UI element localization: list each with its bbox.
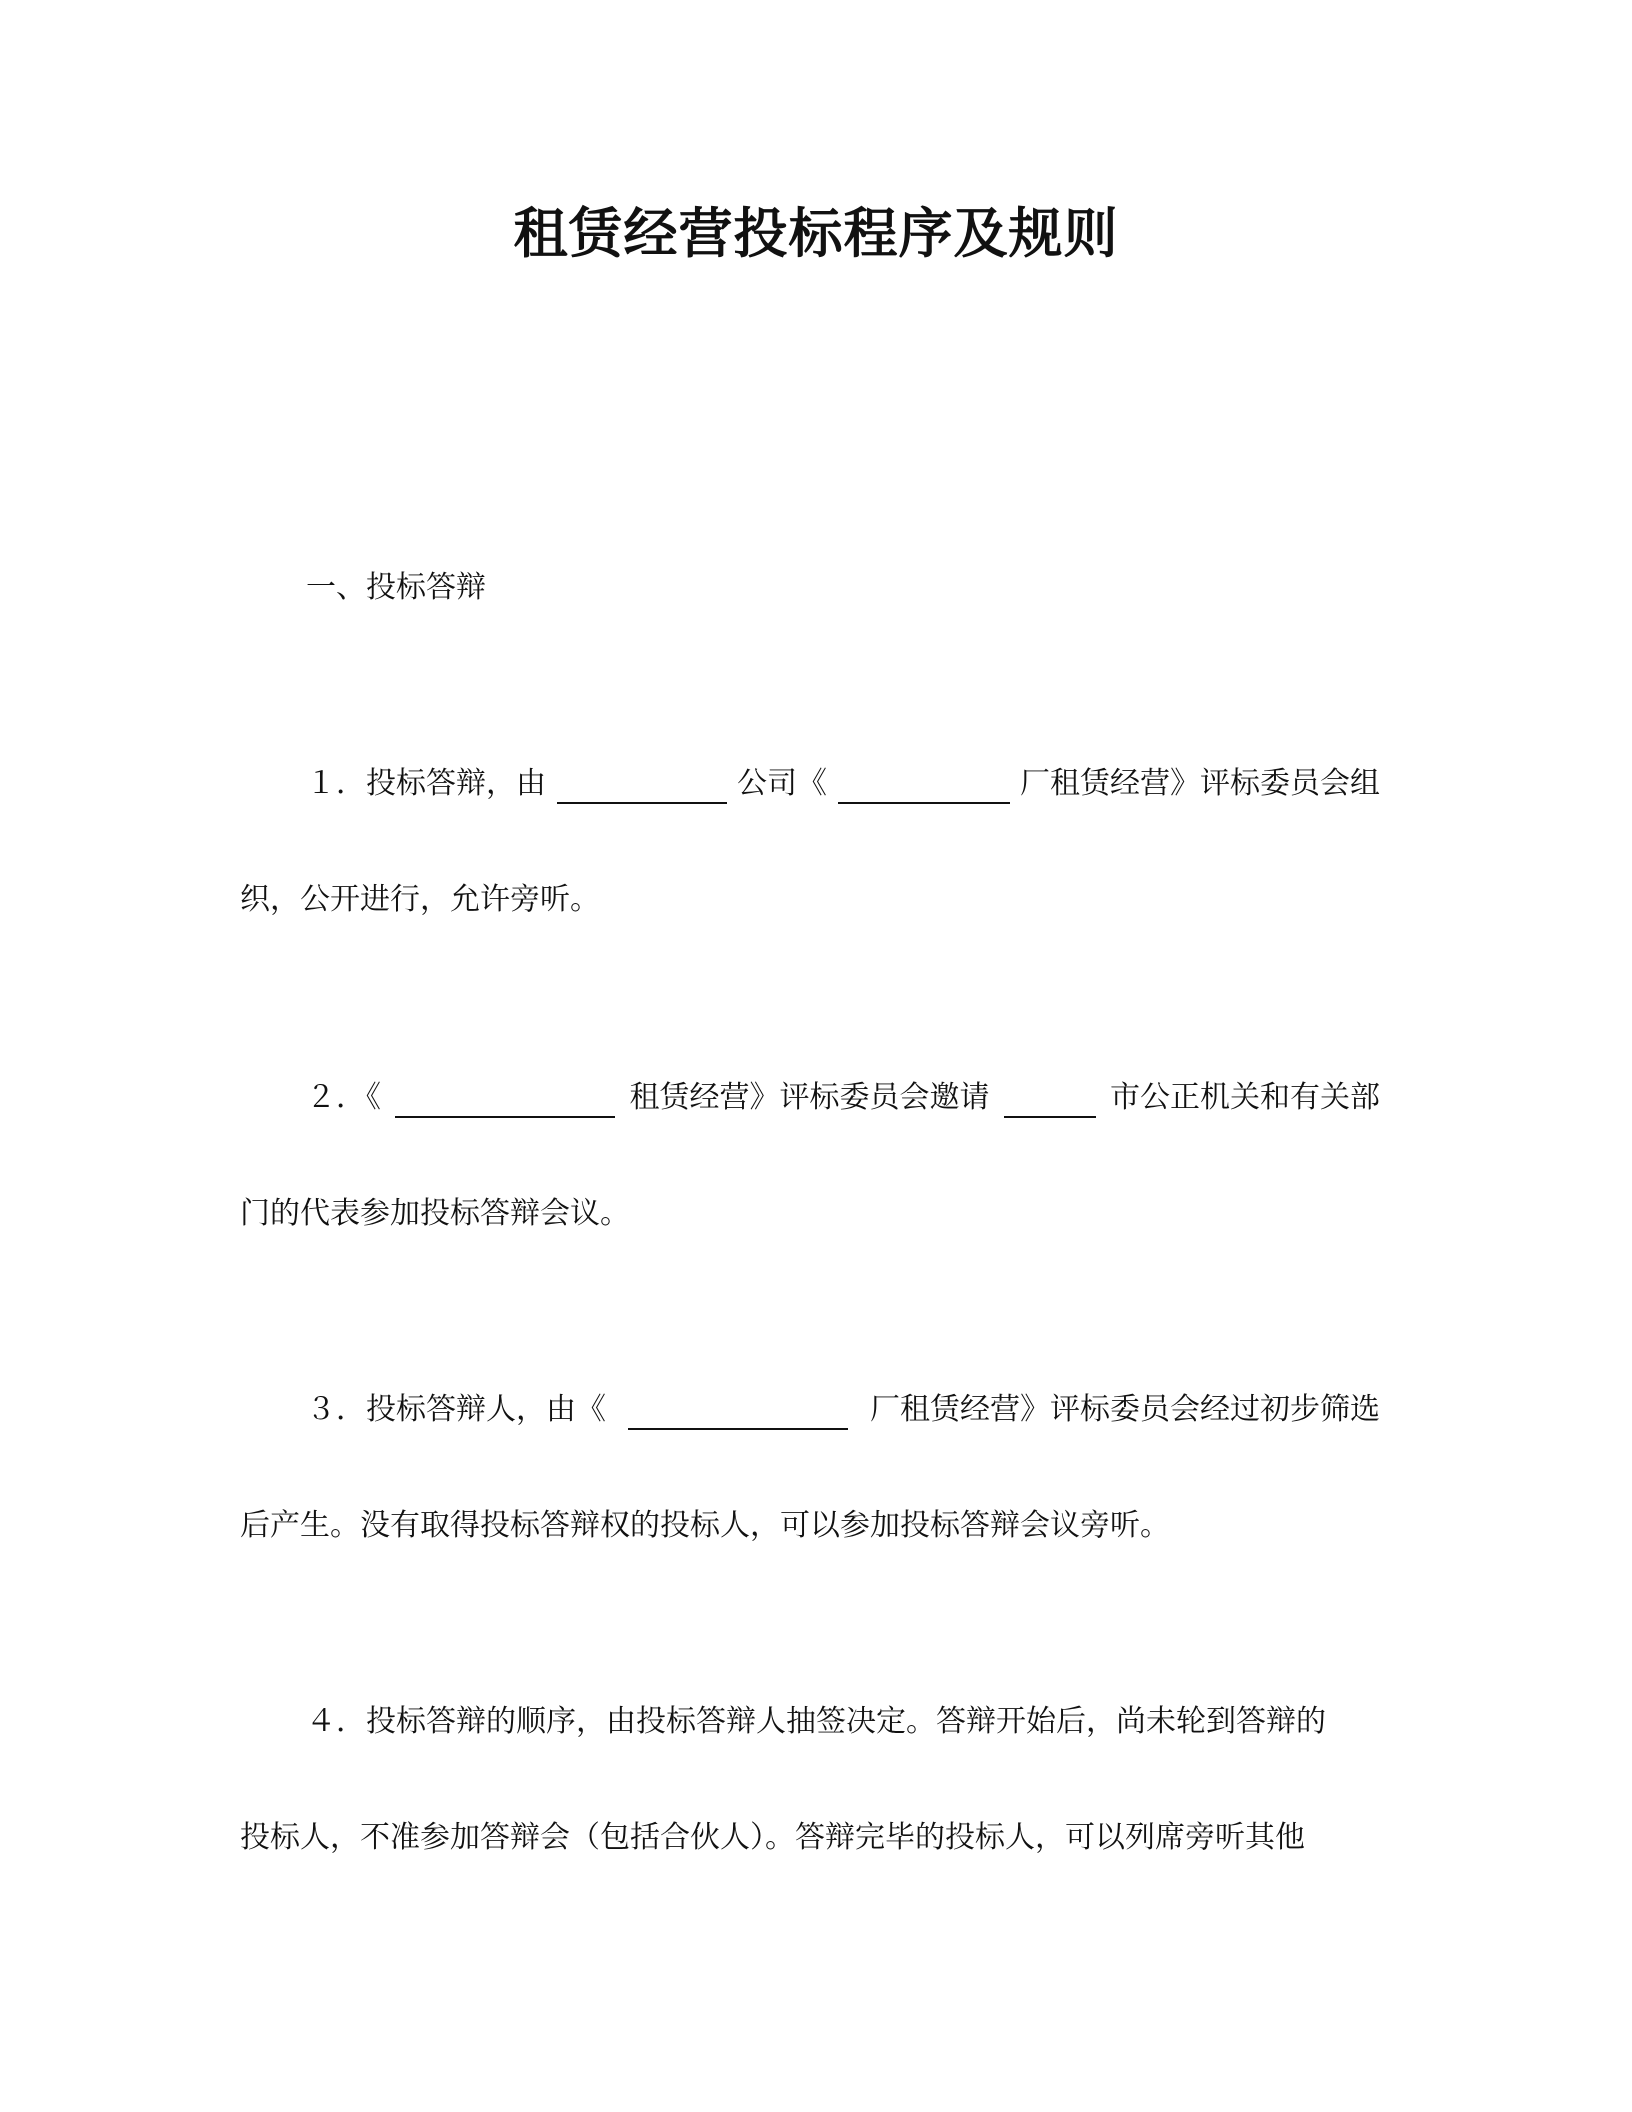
item-4-text-1: ４．投标答辩的顺序，由投标答辩人抽签决定。答辩开始后，尚未轮到答辩的 — [306, 1704, 1326, 1739]
blank-field-company[interactable] — [557, 770, 727, 804]
document-title: 租赁经营投标程序及规则 — [513, 202, 1119, 265]
item-3-line-2: 后产生。没有取得投标答辩权的投标人，可以参加投标答辩会议旁听。 — [240, 1508, 1170, 1543]
item-3-text-a: ３．投标答辩人，由《 — [306, 1392, 606, 1427]
item-3-text-b: 厂租赁经营》评标委员会经过初步筛选 — [870, 1392, 1380, 1427]
blank-field-lease-name[interactable] — [395, 1084, 615, 1118]
item-2-text-b: 租赁经营》评标委员会邀请 — [629, 1080, 990, 1115]
item-2-text-c: 市公正机关和有关部 — [1110, 1080, 1380, 1115]
section-heading: 一、投标答辩 — [306, 570, 486, 605]
blank-field-factory[interactable] — [838, 770, 1010, 804]
item-3-line-1 — [306, 1390, 1380, 1430]
item-2-line-1 — [306, 1078, 1380, 1118]
item-2-line-2: 门的代表参加投标答辩会议。 — [240, 1196, 630, 1231]
item-2-text-a: ２．《 — [306, 1080, 381, 1115]
item-4-text-2: 投标人，不准参加答辩会（包括合伙人）。答辩完毕的投标人，可以列席旁听其他 — [240, 1820, 1305, 1855]
item-1-text-c: 厂租赁经营》评标委员会组 — [1020, 766, 1380, 801]
item-1-text-b: 公司《 — [737, 766, 827, 801]
item-1-line-2: 织，公开进行，允许旁听。 — [240, 882, 600, 917]
item-4-line-1 — [306, 1702, 1380, 1742]
item-1-text-a: １．投标答辩，由 — [306, 766, 546, 801]
item-4-line-2 — [240, 1818, 1380, 1858]
blank-field-city[interactable] — [1004, 1084, 1096, 1118]
blank-field-factory-2[interactable] — [628, 1396, 848, 1430]
item-1-line-1 — [306, 764, 1380, 804]
